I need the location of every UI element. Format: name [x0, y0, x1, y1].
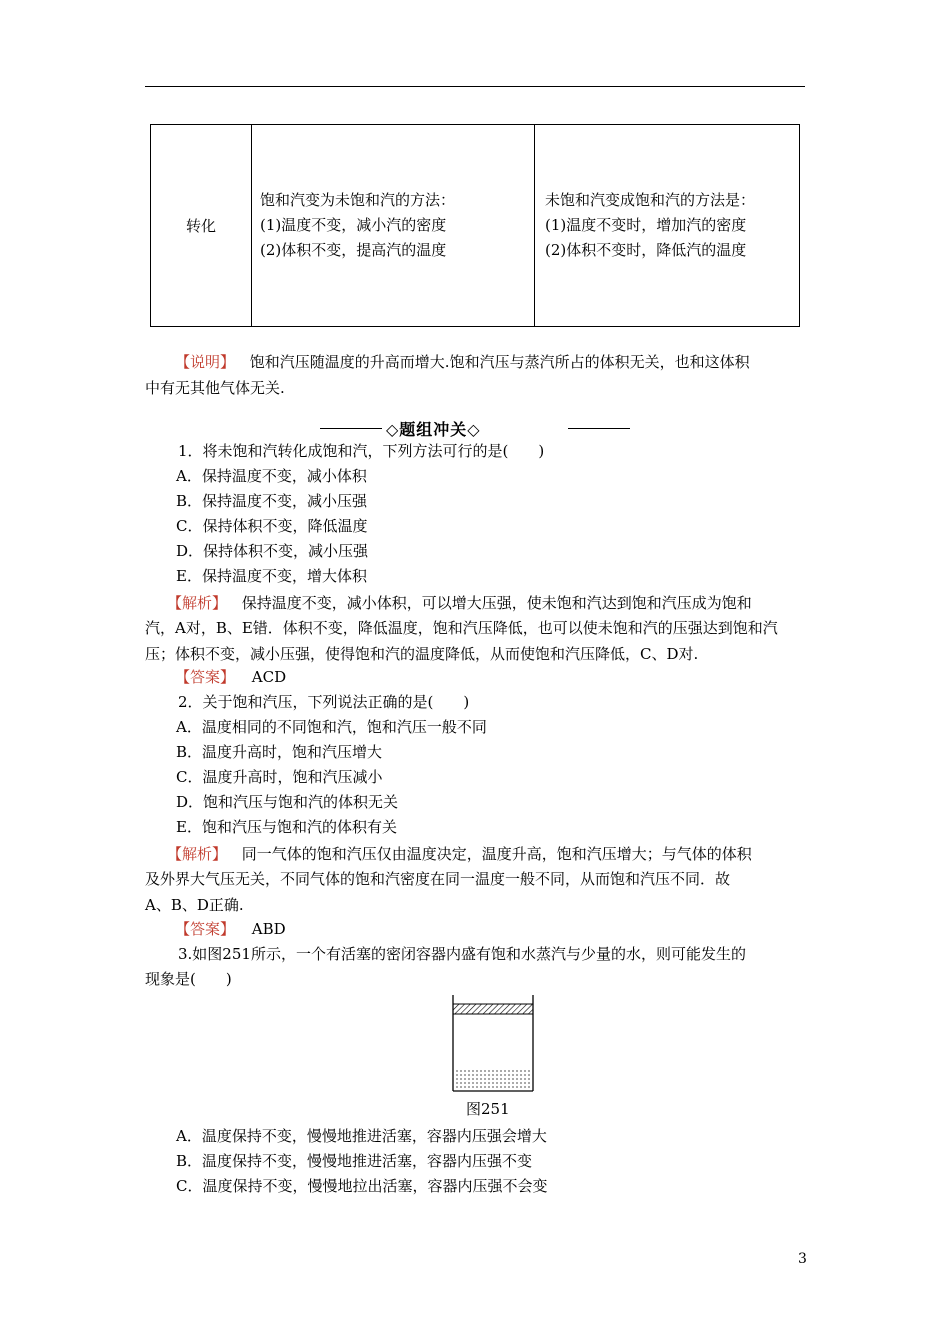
- q1-analysis-text-1: 保持温度不变，减小体积，可以增大压强，使未饱和汽达到饱和汽压成为饱和: [241, 594, 752, 612]
- q2-option-a: A．温度相同的不同饱和汽，饱和汽压一般不同: [176, 718, 487, 736]
- q1-answer: ACD: [251, 668, 287, 686]
- header-rule: [145, 86, 805, 87]
- table-row-label: 转化: [151, 125, 252, 327]
- q2-analysis-line-1: [145, 842, 810, 867]
- q3-option-a: A．温度保持不变，慢慢地推进活塞，容器内压强会增大: [176, 1127, 547, 1145]
- conversion-table: [150, 124, 800, 327]
- q2-option-b: B．温度升高时，饱和汽压增大: [176, 743, 383, 761]
- q1-analysis-line-1: [145, 591, 810, 616]
- q1-analysis-line-3: 压；体积不变，减小压强，使得饱和汽的温度降低，从而使饱和汽压降低，C、D对.: [145, 645, 699, 663]
- q1-analysis-line-2: 汽，A对，B、E错．体积不变，降低温度，饱和汽压降低，也可以使未饱和汽的压强达到饱和汽: [145, 619, 778, 637]
- q3-stem-line-2: 现象是( ): [145, 970, 232, 988]
- table-cell-left: [252, 125, 535, 327]
- q2-stem: 2．关于饱和汽压，下列说法正确的是( ): [178, 693, 470, 711]
- q2-answer: ABD: [251, 920, 286, 938]
- note-line-1: [145, 350, 810, 375]
- q2-analysis-line-2: 及外界大气压无关，不同气体的饱和汽密度在同一温度一般不同，从而饱和汽压不同．故: [145, 870, 731, 888]
- q2-answer-tag: 【答案】: [175, 920, 236, 938]
- q2-analysis-tag: 【解析】: [167, 845, 228, 863]
- q2-option-d: D．饱和汽压与饱和汽的体积无关: [176, 793, 399, 811]
- q1-answer-line: [145, 665, 810, 690]
- note-tag: 【说明】: [175, 353, 236, 371]
- figure-caption: 图251: [466, 1100, 510, 1118]
- group-rule-left: [320, 428, 382, 429]
- page-number: 3: [798, 1251, 807, 1267]
- q2-analysis-line-3: A、B、D正确.: [145, 896, 244, 914]
- right-item-1: (1)温度不变时，增加汽的密度: [545, 216, 747, 234]
- note-line-2: 中有无其他气体无关.: [145, 379, 285, 397]
- q2-answer-line: [145, 917, 810, 942]
- right-item-2: (2)体积不变时，降低汽的温度: [545, 241, 747, 259]
- q1-analysis-tag: 【解析】: [167, 594, 228, 612]
- q1-answer-tag: 【答案】: [175, 668, 236, 686]
- q2-option-c: C．温度升高时，饱和汽压减小: [176, 768, 383, 786]
- group-rule-right: [568, 428, 630, 429]
- group-title-bar: [320, 418, 630, 438]
- note-text-1: 饱和汽压随温度的升高而增大.饱和汽压与蒸汽所占的体积无关，也和这体积: [249, 353, 750, 371]
- q1-stem: 1．将未饱和汽转化成饱和汽，下列方法可行的是( ): [178, 442, 545, 460]
- q1-option-d: D．保持体积不变，减小压强: [176, 542, 369, 560]
- q2-analysis-text-1: 同一气体的饱和汽压仅由温度决定，温度升高，饱和汽压增大；与气体的体积: [241, 845, 752, 863]
- right-title: 未饱和汽变成饱和汽的方法是：: [545, 191, 756, 209]
- left-item-2: (2)体积不变，提高汽的温度: [260, 241, 447, 259]
- left-title: 饱和汽变为未饱和汽的方法：: [260, 191, 456, 209]
- q1-option-a: A．保持温度不变，减小体积: [176, 467, 367, 485]
- table-cell-right: [535, 125, 800, 327]
- piston-container-figure: [447, 993, 539, 1093]
- piston: [453, 1004, 533, 1014]
- q1-option-e: E．保持温度不变，增大体积: [176, 567, 367, 585]
- q3-stem-line-1: 3.如图251所示，一个有活塞的密闭容器内盛有饱和水蒸汽与少量的水，则可能发生的: [178, 945, 746, 963]
- q3-option-c: C．温度保持不变，慢慢地拉出活塞，容器内压强不会变: [176, 1177, 548, 1195]
- water-layer: [456, 1071, 530, 1087]
- q3-option-b: B．温度保持不变，慢慢地推进活塞，容器内压强不变: [176, 1152, 533, 1170]
- left-item-1: (1)温度不变，减小汽的密度: [260, 216, 447, 234]
- q1-option-c: C．保持体积不变，降低温度: [176, 517, 368, 535]
- q1-option-b: B．保持温度不变，减小压强: [176, 492, 368, 510]
- group-title: ◇题组冲关◇: [386, 420, 481, 439]
- q2-option-e: E．饱和汽压与饱和汽的体积有关: [176, 818, 397, 836]
